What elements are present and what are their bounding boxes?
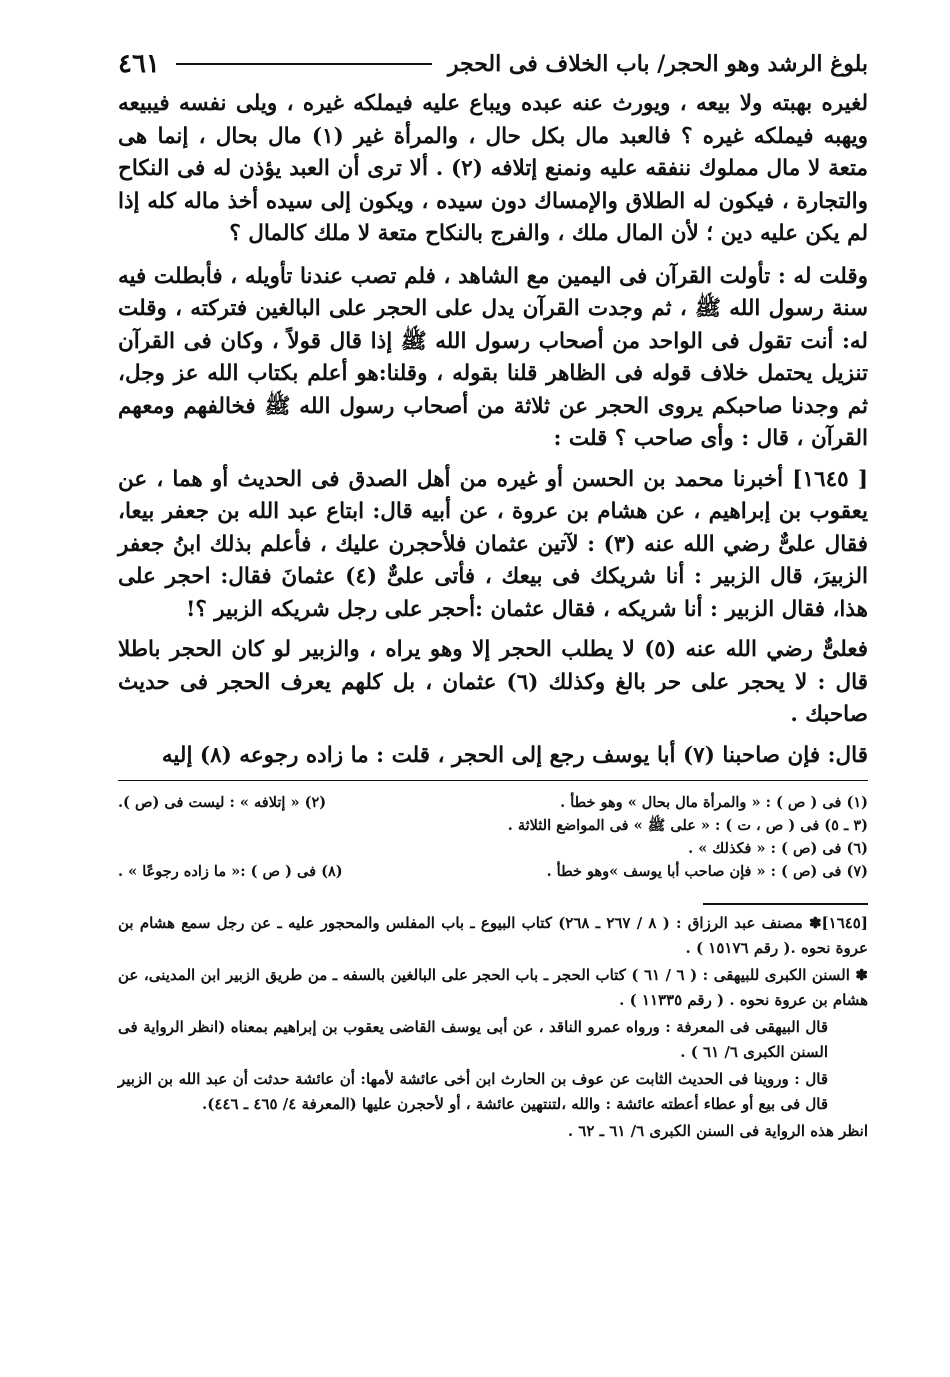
takhrij-entry: قال : وروينا فى الحديث الثابت عن عوف بن الحارث ابن أخى عائشة لأمها: أن عائشة حدثت أن عبد الله بن الزبير قال فى بيع أو عطاء أعطته عائشة : والله ،لتنتهين عائشة ، أو لأحجرن عليها (المعرفة ٤/ ٤٦٥ ـ ٤٤٦). bbox=[118, 1070, 828, 1113]
paragraph: لغيره بهبته ولا بيعه ، ويورث عنه عبده ويباع عليه فيملكه غيره ، ويلى نفسه فيبيعه ويهبه فيملكه غيره ؟ فالعبد مال بكل حال ، والمرأة غير (١) مال بحال ، إنما هى متعة لا مال مملوك ننفقه عليه ونمنع إتلافه (٢) . ألا ترى أن العبد يؤذن له فى النكاح والتجارة ، فيكون له الطلاق والإمساك دون سيده ، ويكون إلى سيده أخذ ماله كله إذا لم يكن عليه دين ؛ لأن المال ملك ، والفرج بالنكاح متعة لا ملك كالمال ؟ bbox=[118, 91, 868, 246]
running-header bbox=[118, 40, 868, 88]
paragraph: فعلىٌّ رضي الله عنه (٥) لا يطلب الحجر إلا وهو يراه ، والزبير لو كان الحجر باطلا قال : لا يحجر على حر بالغ وكذلك (٦) عثمان ، بل كلهم يعرف الحجر فى حديث صاحبك . bbox=[118, 637, 869, 727]
header-rule bbox=[176, 63, 432, 65]
takhrij-rule bbox=[703, 903, 868, 905]
header-title: بلوغ الرشد وهو الحجر/ باب الخلاف فى الحجر bbox=[447, 51, 868, 77]
page-number: ٤٦١ bbox=[118, 49, 160, 79]
footnote: (٦) فى (ص ) : « فكذلك » . bbox=[688, 840, 868, 857]
footnote-row bbox=[118, 837, 868, 860]
paragraph: وقلت له : تأولت القرآن فى اليمين مع الشاهد ، فلم تصب عندنا تأويله ، فأبطلت فيه سنة رسول الله ﷺ ، ثم وجدت القرآن يدل على الحجر على البالغين فتركته ، وقلت له: أنت تقول فى الواحد من أصحاب رسول الله ﷺ إذا قال قولاً ، وكان فى القرآن تنزيل يحتمل خلاف قوله فى الظاهر قلنا بقوله ، وقلنا:هو أعلم بكتاب الله عز وجل، ثم وجدنا صاحبكم يروى الحجر عن ثلاثة من أصحاب رسول الله ﷺ فخالفهم ومعهم القرآن ، قال : وأى صاحب ؟ قلت : bbox=[118, 263, 868, 451]
footnote-row bbox=[118, 860, 868, 883]
footnote-row bbox=[118, 814, 868, 837]
main-text bbox=[118, 88, 868, 772]
takhrij-entry: [١٦٤٥]✽ مصنف عبد الرزاق : ( ٨ / ٢٦٧ ـ ٢٦٨) كتاب البيوع ـ باب المفلس والمحجور عليه ـ عن رجل سمع هشام بن عروة نحوه .( رقم ١٥١٧٦ ) . bbox=[118, 914, 868, 957]
takhrij-section bbox=[118, 903, 868, 1144]
footnotes bbox=[118, 780, 868, 883]
paragraph: [ ١٦٤٥] أخبرنا محمد بن الحسن أو غيره من أهل الصدق فى الحديث أو هما ، عن يعقوب بن إبراهيم ، عن هشام بن عروة ، عن أبيه قال: ابتاع عبد الله بن جعفر بيعا، فقال علىٌّ رضي الله عنه (٣) : لآتين عثمان فلأحجرن عليك ، فأعلم بذلك ابنُ جعفر الزبيرَ، قال الزبير : أنا شريكك فى بيعك ، فأتى علىٌّ (٤) عثمانَ فقال: احجر على هذا، فقال الزبير : أنا شريكه ، فقال عثمان :أحجر على رجل شريكه الزبير ؟! bbox=[118, 466, 868, 622]
footnote-row bbox=[118, 791, 868, 814]
footnote: (٨) فى ( ص ) :« ما زاده رجوعًا » . bbox=[118, 863, 343, 880]
footnote: (٣ ـ ٥) فى ( ص ، ت ) : « على ﷺ » فى المواضع الثلاثة . bbox=[507, 817, 868, 834]
footnote: (٧) فى (ص ) : « فإن صاحب أبا يوسف »وهو خطأ . bbox=[546, 863, 868, 880]
takhrij-entry: ✽ السنن الكبرى للبيهقى : ( ٦ / ٦١ ) كتاب الحجر ـ باب الحجر على البالغين بالسفه ـ من طريق الزبير ابن المدينى، عن هشام بن عروة نحوه . ( رقم ١١٣٣٥ ) . bbox=[118, 966, 868, 1009]
takhrij-entry: قال البيهقى فى المعرفة : ورواه عمرو الناقد ، عن أبى يوسف القاضى يعقوب بن إبراهيم بمعناه (انظر الرواية فى السنن الكبرى ٦/ ٦١ ) . bbox=[118, 1018, 828, 1061]
footnote: (١) فى ( ص ) : « والمرأة مال بحال » وهو خطأ . bbox=[560, 794, 868, 811]
paragraph: قال: فإن صاحبنا (٧) أبا يوسف رجع إلى الحجر ، قلت : ما زاده رجوعه (٨) إليه bbox=[161, 742, 868, 768]
takhrij-entry: انظر هذه الرواية فى السنن الكبرى ٦/ ٦١ ـ ٦٢ . bbox=[567, 1122, 868, 1140]
footnote: (٢) « إتلافه » : ليست فى (ص ). bbox=[118, 794, 327, 811]
